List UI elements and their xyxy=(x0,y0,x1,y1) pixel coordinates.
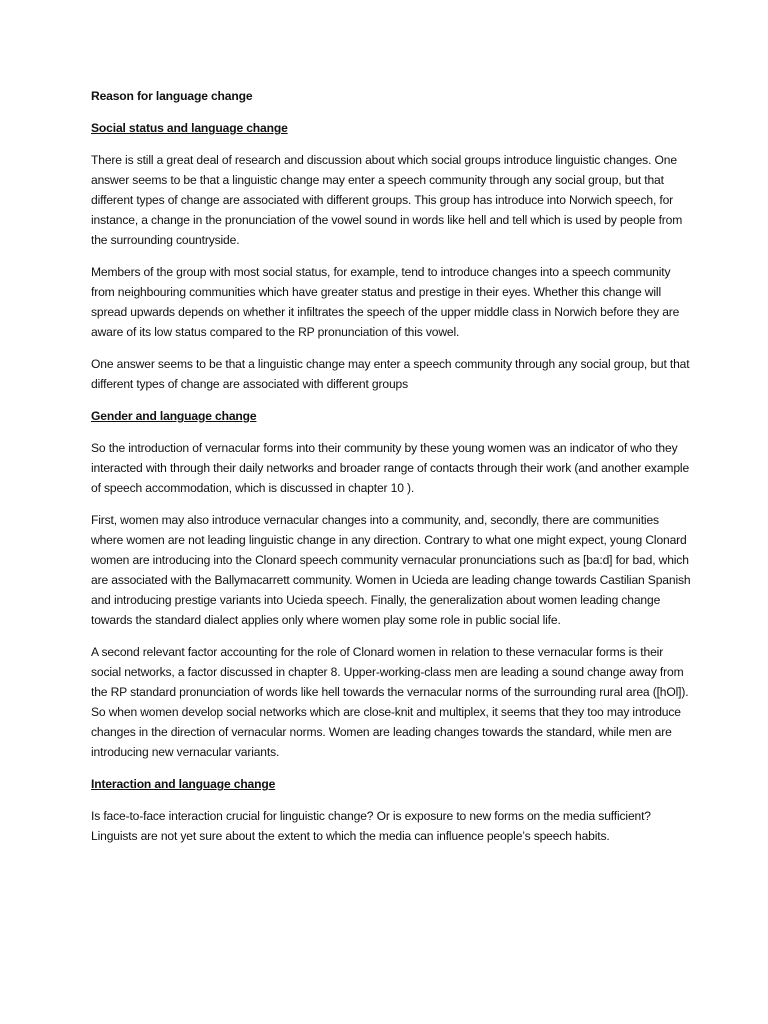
section-heading: Gender and language change xyxy=(91,409,257,423)
document-title: Reason for language change xyxy=(91,89,253,103)
paragraph: Members of the group with most social status, for example, tend to introduce changes into a speech community from neighbouring communities which have greater status and prestige in their eyes. Whether this change will spread upwards depends on whether it infiltrates the speech of the upper middle class in Norwich before they are aware of its low status compared to the RP pronunciation of this vowel. xyxy=(91,265,680,339)
paragraph: A second relevant factor accounting for the role of Clonard women in relation to these vernacular forms is their social networks, a factor discussed in chapter 8. Upper-working-class men are leading a sound change away from the RP standard pronunciation of words like hell towards the vernacular norms of the surrounding rural area ([hOl]). So when women develop social networks which are close-knit and multiplex, it seems that they too may introduce changes in the direction of vernacular norms. Women are leading changes towards the standard, while men are introducing new vernacular variants. xyxy=(91,645,689,759)
section-interaction xyxy=(91,774,691,846)
section-gender xyxy=(91,406,691,762)
paragraph: So the introduction of vernacular forms into their community by these young women was an indicator of who they interacted with through their daily networks and broader range of contacts through their work (and another example of speech accommodation, which is discussed in chapter 10 ). xyxy=(91,441,690,495)
section-social-status xyxy=(91,118,691,394)
document-page xyxy=(91,86,691,858)
paragraph: One answer seems to be that a linguistic change may enter a speech community through any social group, but that different types of change are associated with different groups xyxy=(91,357,690,391)
section-heading: Interaction and language change xyxy=(91,777,276,791)
section-heading: Social status and language change xyxy=(91,121,288,135)
paragraph: There is still a great deal of research and discussion about which social groups introduce linguistic changes. One answer seems to be that a linguistic change may enter a speech community through any social group, but that different types of change are associated with different groups. This group has introduce into Norwich speech, for instance, a change in the pronunciation of the vowel sound in words like hell and tell which is used by people from the surrounding countryside. xyxy=(91,153,683,247)
paragraph: First, women may also introduce vernacular changes into a community, and, secondly, there are communities where women are not leading linguistic change in any direction. Contrary to what one might expect, young Clonard women are introducing into the Clonard speech community vernacular pronunciations such as [ba:d] for bad, which are associated with the Ballymacarrett community. Women in Ucieda are leading change towards Castilian Spanish and introducing prestige variants into Ucieda speech. Finally, the generalization about women leading change towards the standard dialect applies only where women play some role in public social life. xyxy=(91,513,691,627)
paragraph: Is face-to-face interaction crucial for linguistic change? Or is exposure to new forms on the media sufficient? Linguists are not yet sure about the extent to which the media can influence people’s speech habits. xyxy=(91,809,651,843)
